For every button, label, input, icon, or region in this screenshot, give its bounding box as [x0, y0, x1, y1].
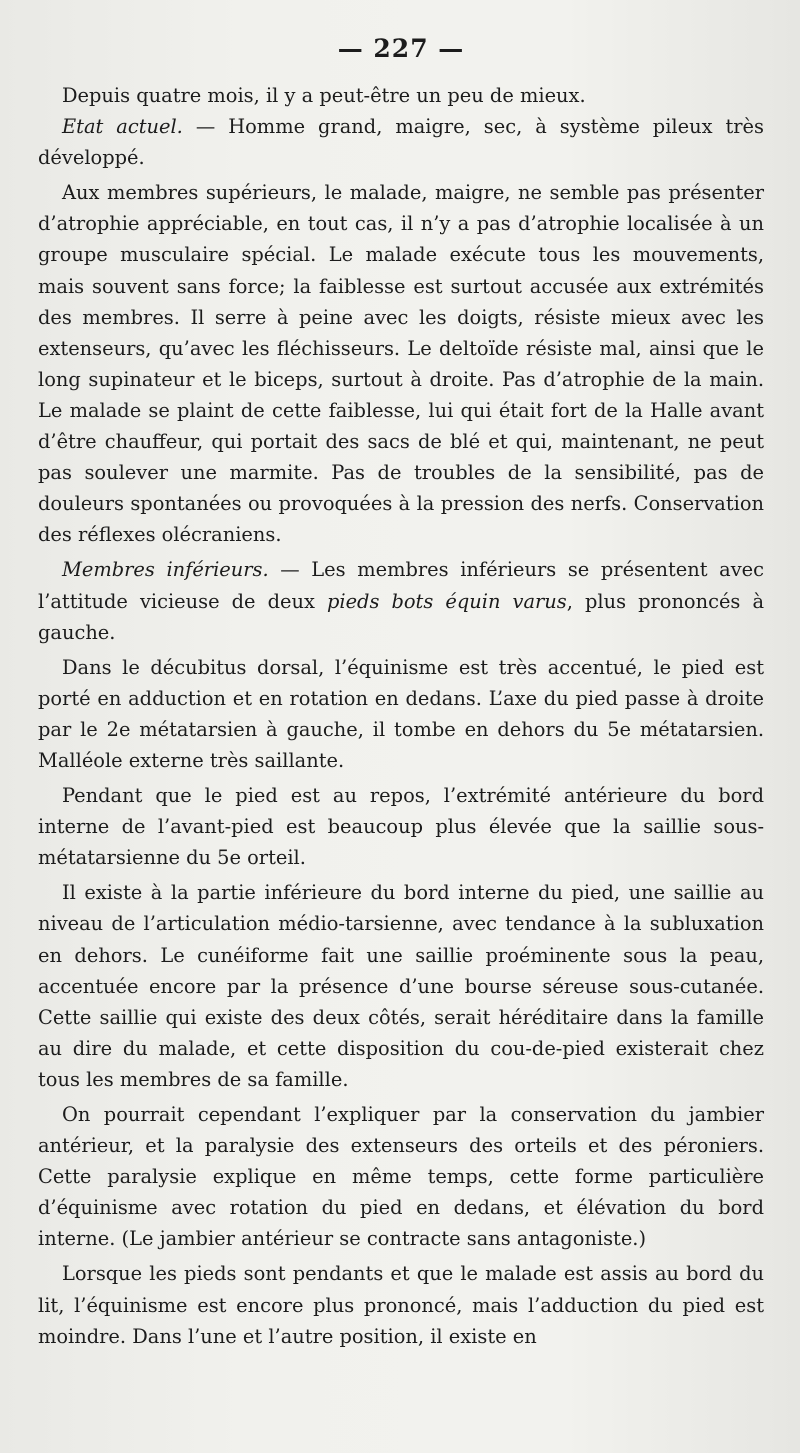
paragraph-text: Aux membres supérieurs, le malade, maigre, ne semble pas présenter d’atrophie appréciable, en tout cas, il n’y a pas d’atrophie localisée à un groupe musculaire spécial. Le malade exécute tous les mouvements, mais souvent sans force; la faiblesse est surtout accusée aux extrémités des membres. Il serre à peine avec les doigts, résiste mieux avec les extenseurs, qu’avec les fléchisseurs. Le deltoïde résiste mal, ainsi que le long supinateur et le biceps, surtout à droite. Pas d’atrophie de la main. Le malade se plaint de cette faiblesse, lui qui était fort de la Halle avant d’être chauffeur, qui portait des sacs de blé et qui, maintenant, ne peut pas soulever une marmite. Pas de troubles de la sensibilité, pas de douleurs spontanées ou provoquées à la pression des nerfs. Conservation des réflexes olécraniens.: [38, 181, 764, 547]
paragraph-8: [38, 1099, 764, 1254]
paragraph-7: [38, 877, 764, 1095]
paragraph-1: [38, 80, 764, 111]
page-number: — 227 —: [337, 34, 465, 63]
paragraph-text: Lorsque les pieds sont pendants et que le malade est assis au bord du lit, l’équinisme est encore plus prononcé, mais l’adduction du pied est moindre. Dans l’une et l’autre position, il existe en: [38, 1262, 764, 1348]
paragraph-text: Dans le décubitus dorsal, l’équinisme est très accentué, le pied est porté en adduction et en rotation en dedans. L’axe du pied passe à droite par le 2e métatarsien à gauche, il tombe en dehors du 5e métatarsien. Malléole externe très saillante.: [38, 655, 764, 772]
paragraph-3: [38, 177, 764, 550]
paragraph-text-tail: , plus prononcés à gauche.: [38, 589, 765, 644]
italic-term: pieds bots équin varus: [326, 589, 567, 613]
paragraph-text: Depuis quatre mois, il y a peut-être un peu de mieux.: [62, 84, 586, 107]
paragraph-4: [38, 554, 764, 647]
paragraph-text: On pourrait cependant l’expliquer par la conservation du jambier antérieur, et la paralysie des extenseurs des orteils et des péroniers. Cette paralysie explique en même temps, cette forme particulière d’équinisme avec rotation du pied en dedans, et élévation du bord interne. (Le jambier antérieur se contracte sans antagoniste.): [38, 1103, 764, 1251]
paragraph-2: [38, 111, 764, 173]
paragraph-5: [38, 652, 764, 776]
paragraph-6: [38, 780, 764, 873]
paragraph-text: Pendant que le pied est au repos, l’extrémité antérieure du bord interne de l’avant-pied est beaucoup plus élevée que la saillie sous-métatarsienne du 5e orteil.: [38, 784, 764, 870]
paragraph-text: — Homme grand, maigre, sec, à système pileux très développé.: [38, 115, 764, 170]
paragraph-text: Il existe à la partie inférieure du bord interne du pied, une saillie au niveau de l’articulation médio-tarsienne, avec tendance à la subluxation en dehors. Le cunéiforme fait une saillie proéminente sous la peau, accentuée encore par la présence d’une bourse séreuse sous-cutanée. Cette saillie qui existe des deux côtés, serait héréditaire dans la famille au dire du malade, et cette disposition du cou-de-pied existerait chez tous les membres de sa famille.: [38, 881, 764, 1091]
section-lead-etat-actuel: Etat actuel.: [62, 115, 183, 139]
section-lead-membres-inferieurs: Membres inférieurs.: [62, 558, 269, 582]
paragraph-9: [38, 1258, 764, 1351]
paragraph-text: — Les membres inférieurs se présentent avec l’attitude vicieuse de deux: [38, 558, 764, 613]
